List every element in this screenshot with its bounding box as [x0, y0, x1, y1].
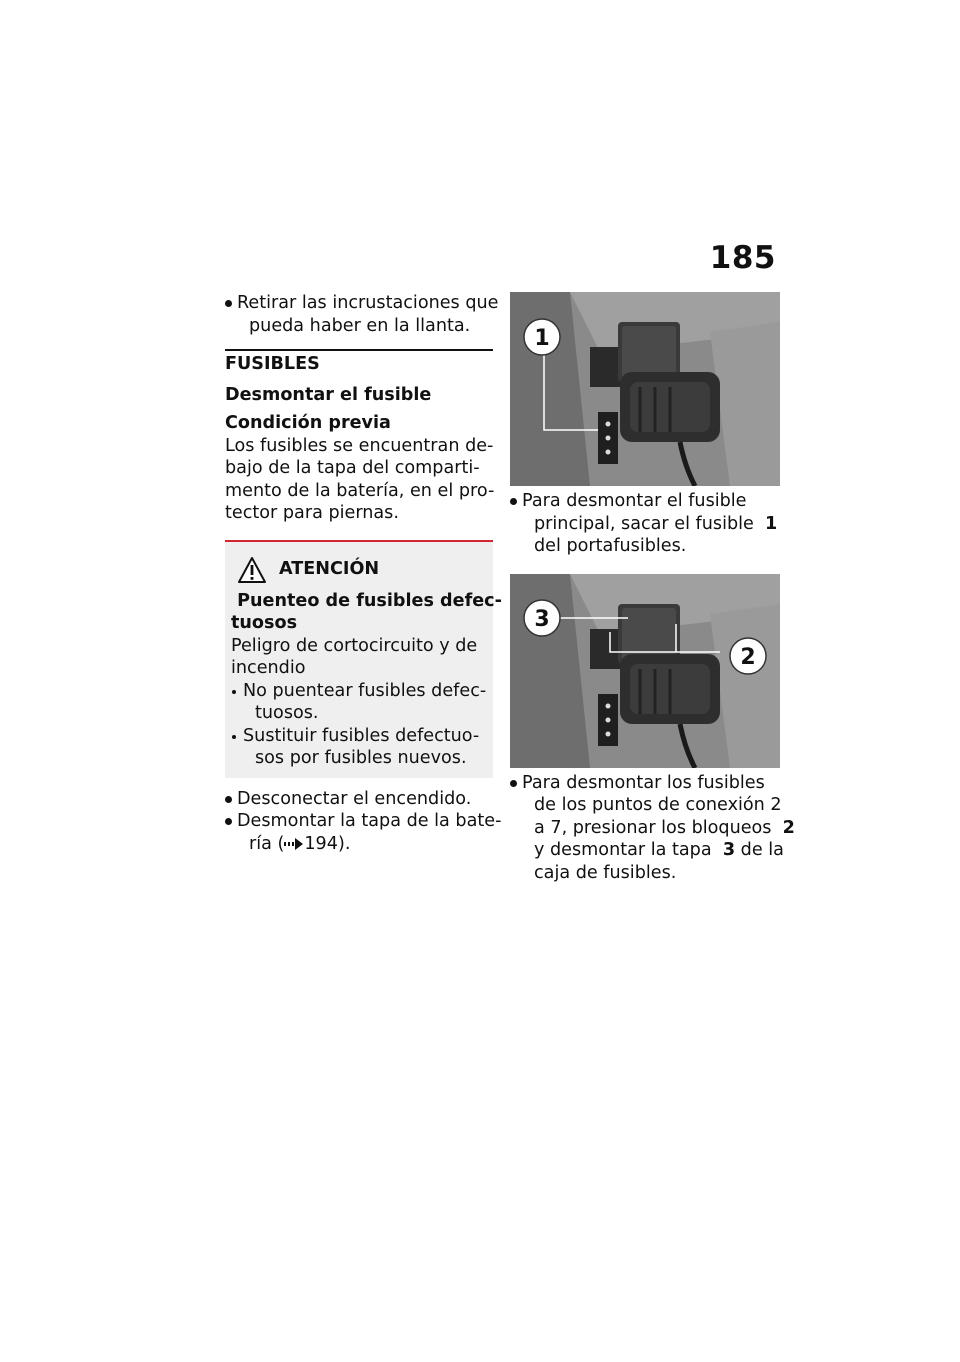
precondition-title: Condición previa	[225, 413, 391, 433]
right-column	[510, 292, 795, 884]
page-reference[interactable]: 194	[304, 833, 338, 854]
step-connection-fuses: Para desmontar los fusibles de los puntos de conexión 2 a 7, presionar los bloqueos 2 y desmontar la tapa 3 de la caja de fusibles.	[510, 772, 782, 885]
fuse-box-photo-2	[510, 574, 780, 768]
callout-label: 3	[534, 606, 550, 632]
warning-box	[225, 540, 502, 778]
bullet-dot	[225, 300, 232, 307]
warning-icon	[237, 556, 267, 584]
section-rule	[225, 349, 493, 351]
warning-title: ATENCIÓN	[279, 559, 380, 580]
fuse-box-photo-1	[510, 292, 780, 486]
section-title: FUSIBLES	[225, 354, 320, 374]
callout-label: 1	[534, 326, 550, 351]
warning-item: Sustituir fusibles defectuo- sos por fusibles nuevos.	[231, 725, 487, 770]
warning-risk: Peligro de cortocircuito y de	[231, 635, 478, 656]
warning-item: No puentear fusibles defec- tuosos.	[231, 680, 487, 725]
warning-heading-2: tuosos	[231, 613, 298, 633]
step-ignition: Desconectar el encendido.	[225, 788, 493, 811]
callout-label: 2	[740, 644, 756, 670]
subsection-title: Desmontar el fusible	[225, 384, 432, 405]
page-number: 185	[709, 240, 776, 276]
warning-heading: Puenteo de fusibles defec-	[231, 590, 502, 611]
intro-bullet: Retirar las incrustaciones que pueda haber en la llanta.	[225, 292, 493, 337]
page-reference-arrow-icon	[284, 838, 304, 850]
left-column	[225, 292, 502, 855]
step-battery-cover: Desmontar la tapa de la bate- ría ( 194).	[225, 810, 493, 855]
warning-risk-2: incendio	[231, 658, 306, 678]
precondition-text: Los fusibles se encuentran de- bajo de la tapa del comparti- mento de la batería, en el pro- tector para piernas.	[225, 435, 495, 523]
warning-header	[231, 550, 487, 590]
bullet-dot	[510, 498, 517, 505]
step-main-fuse: Para desmontar el fusible principal, sacar el fusible 1 del portafusibles.	[510, 490, 782, 558]
bullet-dot	[510, 780, 517, 787]
bullet-dot	[225, 818, 232, 825]
bullet-dot	[225, 796, 232, 803]
